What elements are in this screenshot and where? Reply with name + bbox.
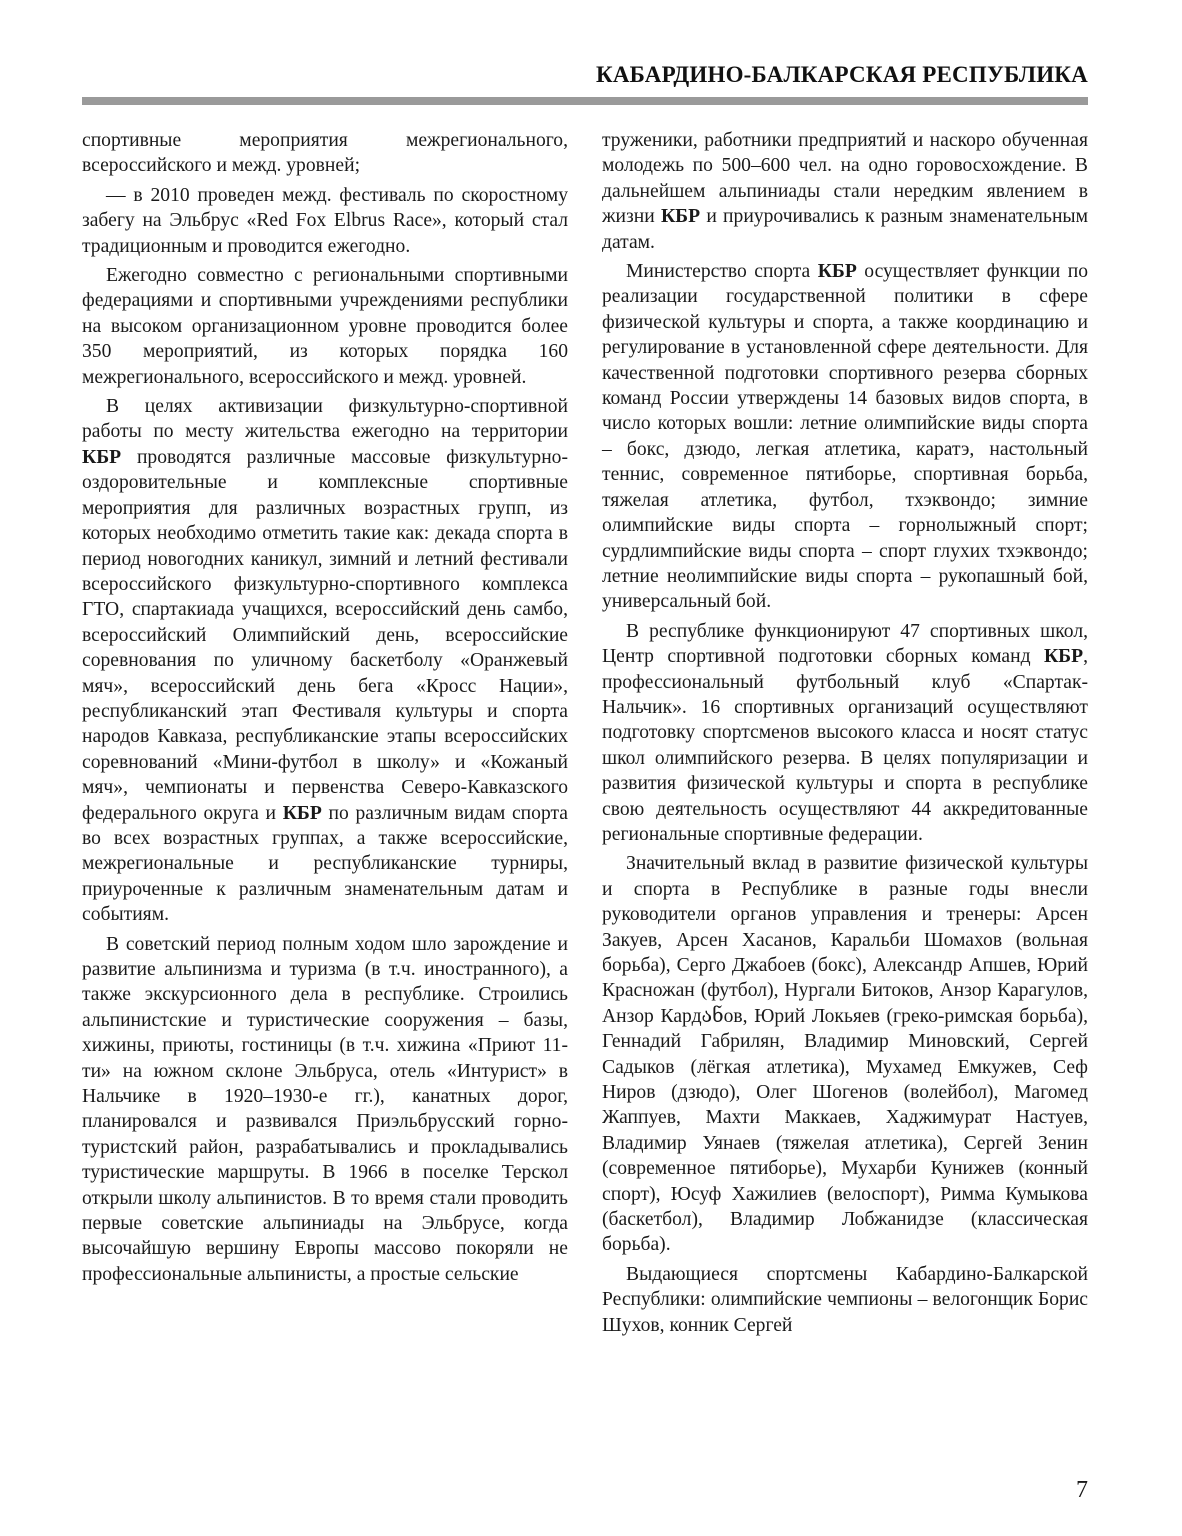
text-run: осуществляет функции по реализации государственной политики в сфере физической культуры и спорта, а также координацию и регулирование в установленной сфере деятельности. Для качественной подготовки спортивного резерва сборных команд России утверждены 14 базовых видов спорта, в число которых вошли: летние олимпийские виды спорта – бокс, дзюдо, легкая атлетика, каратэ, настольный теннис, современное пятиборье, спортивная борьба, тяжелая атлетика, футбол, тхэквондо; зимние олимпийские виды спорта – горнолыжный спорт; сурдлимпийские виды спорта – спорт глухих тхэквондо; летние неолимпийские виды спорта – рукопашный бой, универсальный бой. xyxy=(602,261,1088,613)
paragraph xyxy=(82,394,568,928)
text-run: , профессиональный футбольный клуб «Спартак-Нальчик». 16 спортивных организаций осуществляют подготовку спортсменов высокого класса и носят статус школ олимпийского резерва. В целях популяризации и развития физической культуры и спорта в республике свою деятельность осуществляют 44 аккредитованные региональные спортивные федерации. xyxy=(602,646,1088,845)
bold-abbr: КБР xyxy=(282,802,322,824)
bold-abbr: КБР xyxy=(660,206,701,228)
paragraph: Значительный вклад в развитие физической культуры и спорта в Республике в разные годы внесли руководители органов управления и тренеры: Арсен Закуев, Арсен Хасанов, Каральби Шомахов (вольная борьба), Серго Джабоев (бокс), Александр Апшев, Юрий Красножан (футбол), Нургали Битоков, Анзор Карагулов, Анзор Кардანов, Юрий Локьяев (греко-римская борьба), Геннадий Габрилян, Владимир Миновский, Сергей Садыков (лёгкая атлетика), Мухамед Емкужев, Сеф Ниров (дзюдо), Олег Шогенов (волейбол), Магомед Жаппуев, Махти Маккаев, Хаджимурат Настуев, Владимир Уянаев (тяжелая атлетика), Сергей Зенин (современное пятиборье), Мухарби Кунижев (конный спорт), Юсуф Хажилиев (велоспорт), Римма Кумыкова (баскетбол), Владимир Лобжанидзе (классическая борьба). xyxy=(602,853,1088,1256)
bold-abbr: КБР xyxy=(817,261,857,283)
paragraph xyxy=(602,619,1088,848)
paragraph xyxy=(602,128,1088,255)
text-run: и приурочивались к разным знаменательным датам. xyxy=(602,206,1088,253)
text-run: проводятся различные массовые физкультурно-оздоровительные и комплексные спортивные мероприятия для различных возрастных групп, из которых необходимо отметить такие как: декада спорта в период новогодних каникул, зимний и летний фестивали всероссийского физкультурно-спортивного комплекса ГТО, спартакиада учащихся, всероссийский день самбо, всероссийский Олимпийский день, всероссийские соревнования по уличному баскетболу «Оранжевый мяч», всероссийский день бега «Кросс Нации», республиканский этап Фестиваля культуры и спорта народов Кавказа, республиканские этапы всероссийских соревнований «Мини-футбол в школу» и «Кожаный мяч», чемпионаты и первенства Северо-Кавказского федерального округа и xyxy=(82,446,568,824)
paragraph: — в 2010 проведен межд. фестиваль по скоростному забегу на Эльбрус «Red Fox Elbrus Race», который стал традиционным и проводится ежегодно. xyxy=(82,184,568,257)
header-rule xyxy=(82,97,1088,105)
paragraph: В советский период полным ходом шло зарождение и развитие альпинизма и туризма (в т.ч. иностранного), а также экскурсионного дела в республике. Строились альпинистские и туристические сооружения – базы, хижины, приюты, гостиницы (в т.ч. хижина «Приют 11-ти» на южном склоне Эльбруса, отель «Интурист» в Нальчике в 1920–1930-е гг.), канатных дорог, планировался и развивался Приэльбрусский горно-туристский район, разрабатывались и прокладывались туристические маршруты. В 1966 в поселке Терскол открыли школу альпинистов. В то время стали проводить первые советские альпиниады на Эльбрусе, когда высочайшую вершину Европы массово покоряли не профессиональные альпинисты, а простые сельские xyxy=(82,933,568,1285)
paragraph: спортивные мероприятия межрегионального, всероссийского и межд. уровней; xyxy=(82,130,568,177)
paragraph: Выдающиеся спортсмены Кабардино-Балкарской Республики: олимпийские чемпионы – велогонщик Борис Шухов, конник Сергей xyxy=(602,1263,1088,1336)
left-column xyxy=(82,128,568,1291)
text-run: В республике функционируют 47 спортивных школ, Центр спортивной подготовки сборных команд xyxy=(602,620,1088,668)
bold-abbr: КБР xyxy=(1043,646,1084,668)
text-run: по различным видам спорта во всех возрастных группах, а также всероссийские, межрегиональные и республиканские турниры, приуроченные к различным знаменательным датам и событиям. xyxy=(82,802,568,926)
text-run: труженики, работники предприятий и наскоро обученная молодежь по 500–600 чел. на одно горовосхождение. В дальнейшем альпиниады стали нередким явлением в жизни xyxy=(602,130,1088,228)
paragraph xyxy=(602,259,1088,615)
text-run: В целях активизации физкультурно-спортивной работы по месту жительства ежегодно на территории xyxy=(82,396,568,443)
paragraph: Ежегодно совместно с региональными спортивными федерациями и спортивными учреждениями республики на высоком организационном уровне проводится более 350 мероприятий, из которых порядка 160 межрегионального, всероссийского и межд. уровней. xyxy=(82,265,568,388)
page-number: 7 xyxy=(1076,1477,1088,1503)
bold-abbr: КБР xyxy=(82,446,122,468)
text-run: Министерство спорта xyxy=(626,261,818,283)
running-header xyxy=(82,62,1088,88)
right-column xyxy=(602,128,1088,1342)
header-title: КАБАРДИНО-БАЛКАРСКАЯ РЕСПУБЛИКА xyxy=(596,62,1088,87)
